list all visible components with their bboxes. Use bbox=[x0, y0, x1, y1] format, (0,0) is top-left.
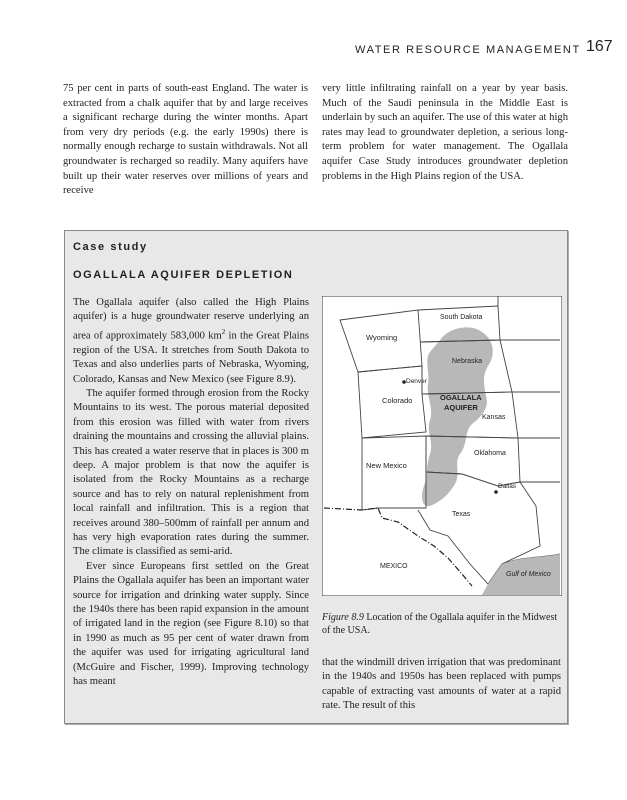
figure-map bbox=[322, 296, 562, 596]
label-mexico: MEXICO bbox=[380, 563, 408, 570]
ogallala-map bbox=[322, 296, 562, 596]
case-study-left-column bbox=[73, 296, 309, 690]
label-wyoming: Wyoming bbox=[366, 333, 398, 342]
label-denver: Denver bbox=[406, 378, 427, 385]
case-study-right-paragraph: that the windmill driven irrigation that was predominant in the 1940s and 1950s has been replaced with pumps capable of extracting vast amounts of water at a rapid rate. The result of this bbox=[322, 657, 561, 712]
figure-caption-text: Location of the Ogallala aquifer in the Midwest of the USA. bbox=[322, 612, 558, 636]
case-study-right-column bbox=[322, 656, 561, 714]
superscript-2: 2 bbox=[221, 327, 226, 336]
dallas-dot bbox=[494, 490, 498, 494]
figure-caption bbox=[322, 611, 562, 637]
figure-number: Figure 8.9 bbox=[322, 612, 364, 623]
body-left-column bbox=[63, 82, 308, 199]
body-right-column bbox=[322, 82, 568, 184]
label-kansas: Kansas bbox=[482, 414, 506, 421]
case-study-p1-start: The Ogallala aquifer (also called the High Plains aquifer) is a huge groundwater reserve underlying an area of approximately 583,000 km bbox=[73, 297, 309, 342]
page-number: 167 bbox=[586, 38, 613, 55]
label-south-dakota: South Dakota bbox=[440, 314, 483, 321]
label-aquifer-1: OGALLALA bbox=[440, 393, 482, 402]
case-study-p1-end: in the Great Plains region of the USA. It stretches from South Dakota to Texas and also underlies parts of Nebraska, Wyoming, Colorado, Kansas and New Mexico (see Figure 8.9). bbox=[73, 330, 309, 385]
case-study-title: OGALLALA AQUIFER DEPLETION bbox=[73, 269, 294, 281]
label-gulf: Gulf of Mexico bbox=[506, 571, 551, 578]
body-right-paragraph: very little infiltrating rainfall on a year by year basis. Much of the Saudi peninsula in the Middle East is underlain by such an aquifer. The use of this water at high rates may lead to groundwater depletion, a serious long-term problem for water management. The Ogallala aquifer Case Study introduces groundwater depletion problems in the High Plains region of the USA. bbox=[322, 83, 568, 182]
label-dallas: Dallas bbox=[498, 483, 517, 490]
case-study-label: Case study bbox=[73, 241, 148, 253]
label-nebraska: Nebraska bbox=[452, 358, 482, 365]
label-new-mexico: New Mexico bbox=[366, 461, 407, 470]
case-study-paragraph-2: The aquifer formed through erosion from the Rocky Mountains to its west. The porous material deposited from this erosion was filled with water from rivers draining the mountains and crossing the alluvial plains. This has created a water reserve that in places is 300 m deep. A major problem is that now the aquifer is isolated from the Rocky Mountains as a recharge source and has to rely on natural replenishment from local rainfall and infiltration. This is a region that receives around 380–500mm of rainfall per annum and has very high evaporation rates during the summer. The climate is classified as semi-arid. bbox=[73, 387, 309, 558]
label-colorado: Colorado bbox=[382, 396, 413, 405]
case-study-paragraph-3: Ever since Europeans first settled on the Great Plains the Ogallala aquifer has been an important water source for irrigation and drinking water supply. Since the 1940s there has been rapid expansion in the amount of irrigated land in the region (see Figure 8.10) so that in 1990 as much as 95 per cent of water drawn from the aquifer was used for irrigating agricultural land (McGuire and Fischer, 1999). Improving technology has meant bbox=[73, 560, 309, 688]
label-texas: Texas bbox=[452, 511, 471, 518]
body-left-paragraph: 75 per cent in parts of south-east England. The water is extracted from a chalk aquifer that by and large receives a significant recharge during the winter months. Apart from very dry periods (e.g. the early 1990s) there is normally enough recharge to sustain withdrawals. Not all groundwater is recharged so readily. Many aquifers have built up their water reserves over millions of years and receive bbox=[63, 83, 308, 197]
label-aquifer-2: AQUIFER bbox=[444, 403, 478, 412]
running-head: WATER RESOURCE MANAGEMENT bbox=[355, 44, 581, 56]
label-oklahoma: Oklahoma bbox=[474, 450, 506, 457]
case-study-paragraph-1 bbox=[73, 296, 309, 387]
